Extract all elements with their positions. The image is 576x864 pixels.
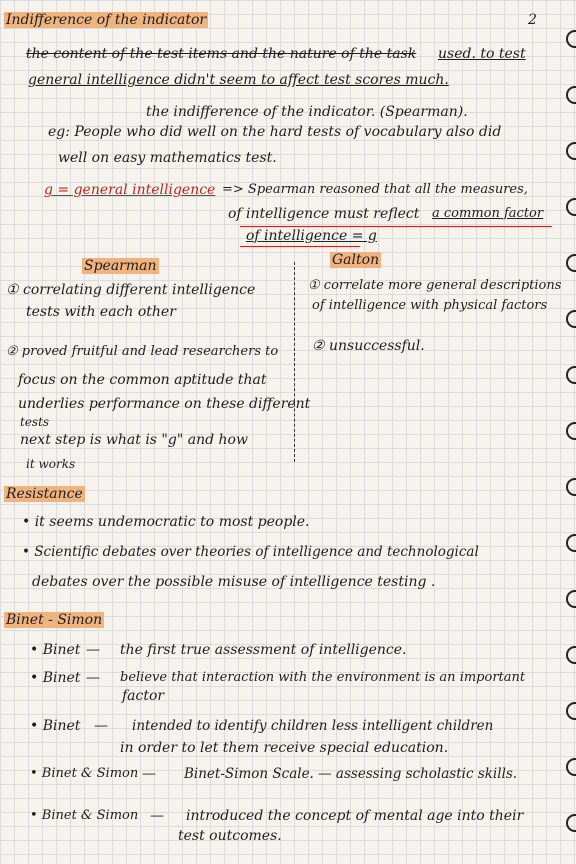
binding-ring xyxy=(566,366,576,384)
galton-label: Galton xyxy=(332,252,380,268)
binet-text: intended to identify children less intelligent children xyxy=(132,718,494,734)
indifference-heading: Indifference of the indicator xyxy=(6,12,207,28)
galton-item-2: ② unsuccessful. xyxy=(312,338,425,354)
must-reflect: of intelligence must reflect xyxy=(228,206,420,222)
binding-ring xyxy=(566,590,576,608)
binet-text: introduced the concept of mental age into their xyxy=(186,808,524,824)
binet-who: • Binet xyxy=(30,642,81,658)
spearman-item-2-cont: tests xyxy=(20,415,50,429)
used-to-test: used. to test xyxy=(438,46,526,62)
binding-ring xyxy=(566,534,576,552)
binet-text-cont: factor xyxy=(122,688,165,704)
galton-item-1: ① correlate more general descriptions xyxy=(308,278,562,293)
binding-ring xyxy=(566,814,576,832)
spearman-item-1-cont: tests with each other xyxy=(26,304,176,320)
binet-text: believe that interaction with the environment is an important xyxy=(120,670,526,685)
resistance-bullet-1: • it seems undemocratic to most people. xyxy=(22,514,310,530)
binet-who: • Binet xyxy=(30,718,81,734)
struck-line: the content of the test items and the nature of the task xyxy=(26,46,417,62)
of-intelligence-g: of intelligence = g xyxy=(246,228,377,244)
spearman-reasoning: => Spearman reasoned that all the measures, xyxy=(222,182,528,197)
binding-ring xyxy=(566,30,576,48)
binding-ring xyxy=(566,142,576,160)
binet-dash: — xyxy=(86,642,100,658)
binet-text-cont: test outcomes. xyxy=(178,828,282,844)
binet-text-cont: in order to let them receive special education. xyxy=(120,740,449,756)
red-underline xyxy=(240,246,360,247)
binet-dash: — xyxy=(150,808,164,824)
binet-who: • Binet & Simon xyxy=(30,766,139,781)
spearman-item-3: next step is what is "g" and how xyxy=(20,432,248,448)
binet-text: Binet-Simon Scale. — assessing scholastic skills. xyxy=(184,766,518,782)
binding-ring xyxy=(566,758,576,776)
indifference-subheading: the indifference of the indicator. (Spearman). xyxy=(146,104,468,120)
binding-ring xyxy=(566,254,576,272)
binet-dash: — xyxy=(142,766,156,782)
binet-who: • Binet xyxy=(30,670,81,686)
page-number: 2 xyxy=(528,12,537,28)
spearman-item-2-cont: focus on the common aptitude that xyxy=(18,372,267,388)
spearman-item-1: ① correlating different intelligence xyxy=(6,282,256,298)
spearman-item-3-cont: it works xyxy=(26,457,76,471)
spearman-item-2-cont: underlies performance on these different xyxy=(18,396,311,412)
binet-dash: — xyxy=(94,718,108,734)
binding-ring xyxy=(566,702,576,720)
notebook-binding xyxy=(564,0,576,864)
binding-ring xyxy=(566,86,576,104)
resistance-bullet-2: • Scientific debates over theories of intelligence and technological xyxy=(22,544,479,560)
example-line-1: eg: People who did well on the hard tests of vocabulary also did xyxy=(48,124,502,140)
binding-ring xyxy=(566,478,576,496)
binet-dash: — xyxy=(86,670,100,686)
binding-ring xyxy=(566,646,576,664)
g-definition: g = general intelligence xyxy=(44,182,216,198)
binding-ring xyxy=(566,422,576,440)
galton-item-1-cont: of intelligence with physical factors xyxy=(312,298,548,313)
intelligence-line: general intelligence didn't seem to affect test scores much. xyxy=(28,72,449,88)
binet-text: the first true assessment of intelligence. xyxy=(120,642,407,658)
spearman-label: Spearman xyxy=(84,258,157,274)
resistance-heading: Resistance xyxy=(6,486,83,502)
binding-ring xyxy=(566,310,576,328)
binding-ring xyxy=(566,198,576,216)
example-line-2: well on easy mathematics test. xyxy=(58,150,277,166)
binet-simon-heading: Binet - Simon xyxy=(6,612,103,628)
divider xyxy=(294,262,295,462)
spearman-item-2: ② proved fruitful and lead researchers to xyxy=(6,344,279,359)
binet-who: • Binet & Simon xyxy=(30,808,139,823)
red-underline xyxy=(240,226,552,227)
common-factor: a common factor xyxy=(432,206,544,221)
resistance-bullet-2-cont: debates over the possible misuse of intelligence testing . xyxy=(32,574,436,590)
